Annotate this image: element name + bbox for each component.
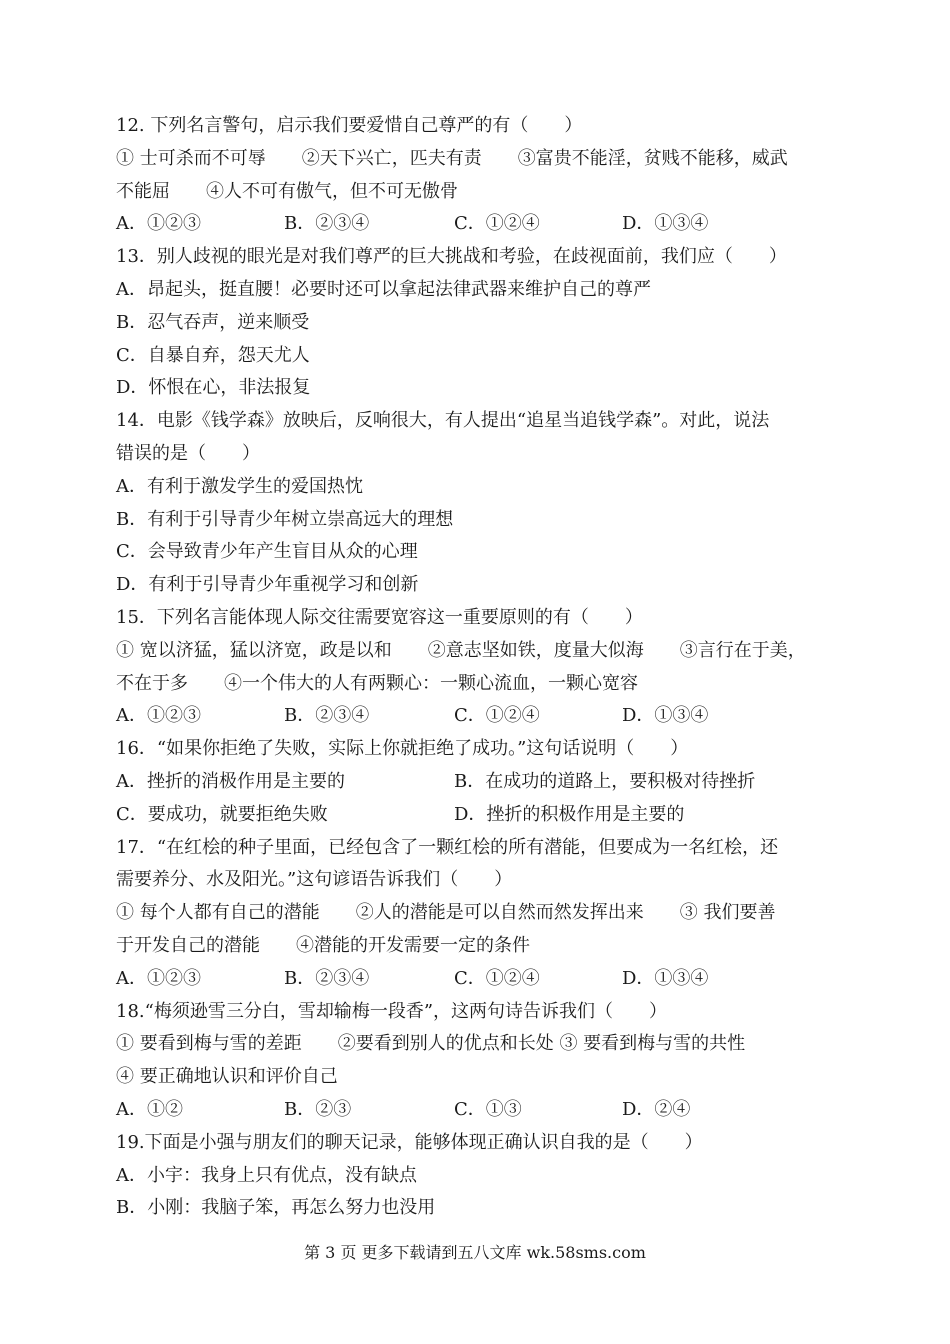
text-line: ① 士可杀而不可辱 ②天下兴亡，匹夫有责 ③富贵不能淫，贫贱不能移，威武	[116, 147, 788, 169]
answer-option: B．②③④	[284, 967, 370, 989]
text-line: 错误的是（ ）	[116, 443, 260, 464]
text-line: D．怀恨在心，非法报复	[116, 377, 311, 399]
text-line: 18.“梅须逊雪三分白，雪却输梅一段香”，这两句诗告诉我们（ ）	[116, 1000, 668, 1022]
text-line: 13．别人歧视的眼光是对我们尊严的巨大挑战和考验，在歧视面前，我们应（ ）	[116, 246, 787, 268]
answer-option: C．要成功，就要拒绝失败	[116, 803, 328, 825]
answer-option: A．①②③	[116, 213, 201, 235]
text-line: C．会导致青少年产生盲目从众的心理	[116, 541, 418, 563]
answer-option: B．②③④	[284, 213, 370, 235]
answer-option: A．①②③	[116, 967, 201, 989]
answer-option: D．①③④	[622, 705, 709, 727]
answer-option: C．①②④	[454, 967, 540, 989]
text-line: B．有利于引导青少年树立崇高远大的理想	[116, 508, 454, 530]
answer-option: B．在成功的道路上，要积极对待挫折	[454, 771, 756, 792]
answer-option: A．①②	[116, 1099, 183, 1120]
text-line: 16．“如果你拒绝了失败，实际上你就拒绝了成功。”这句话说明（ ）	[116, 738, 689, 760]
text-line: A．有利于激发学生的爱国热忱	[116, 475, 363, 497]
text-line: 12. 下列名言警句，启示我们要爱惜自己尊严的有（ ）	[116, 115, 583, 136]
text-line: A．小宇：我身上只有优点，没有缺点	[116, 1164, 417, 1186]
text-line: ① 每个人都有自己的潜能 ②人的潜能是可以自然而然发挥出来 ③ 我们要善	[116, 902, 776, 924]
text-line: 不能屈 ④人不可有傲气，但不可无傲骨	[116, 180, 458, 202]
text-line: C．自暴自弃，怨天尤人	[116, 344, 310, 366]
text-line: B．小刚：我脑子笨，再怎么努力也没用	[116, 1197, 436, 1219]
answer-option: D．①③④	[622, 967, 709, 989]
page-footer: 第 3 页 更多下载请到五八文库 wk.58sms.com	[304, 1243, 646, 1262]
text-line: 于开发自己的潜能 ④潜能的开发需要一定的条件	[116, 935, 530, 956]
text-line: 15．下列名言能体现人际交往需要宽容这一重要原则的有（ ）	[116, 607, 643, 628]
text-line: 17．“在红桧的种子里面，已经包含了一颗红桧的所有潜能，但要成为一名红桧，还	[116, 836, 779, 858]
answer-option: C．①③	[454, 1099, 522, 1120]
answer-option: B．②③④	[284, 705, 370, 727]
text-line: 不在于多 ④一个伟大的人有两颗心：一颗心流血，一颗心宽容	[116, 672, 638, 694]
answer-option: D．②④	[622, 1099, 691, 1120]
answer-option: A．挫折的消极作用是主要的	[116, 771, 345, 792]
text-line: A．昂起头，挺直腰！必要时还可以拿起法律武器来维护自己的尊严	[116, 279, 651, 300]
text-line: B．忍气吞声，逆来顺受	[116, 311, 310, 333]
answer-option: C．①②④	[454, 705, 540, 727]
answer-option: D．挫折的积极作用是主要的	[454, 803, 685, 825]
answer-option: A．①②③	[116, 705, 201, 727]
text-line: D．有利于引导青少年重视学习和创新	[116, 574, 419, 596]
text-line: ① 宽以济猛，猛以济宽，政是以和 ②意志坚如铁，度量大似海 ③言行在于美，	[116, 639, 806, 661]
answer-option: D．①③④	[622, 213, 709, 235]
text-line: ④ 要正确地认识和评价自己	[116, 1066, 338, 1088]
text-line: 需要养分、水及阳光。”这句谚语告诉我们（ ）	[116, 869, 513, 891]
text-line: 19.下面是小强与朋友们的聊天记录，能够体现正确认识自我的是（ ）	[116, 1131, 703, 1153]
text-line: 14．电影《钱学森》放映后，反响很大，有人提出“追星当追钱学森”。对此，说法	[116, 410, 770, 432]
answer-option: C．①②④	[454, 213, 540, 235]
text-line: ① 要看到梅与雪的差距 ②要看到别人的优点和长处 ③ 要看到梅与雪的共性	[116, 1033, 746, 1055]
answer-option: B．②③	[284, 1099, 352, 1120]
